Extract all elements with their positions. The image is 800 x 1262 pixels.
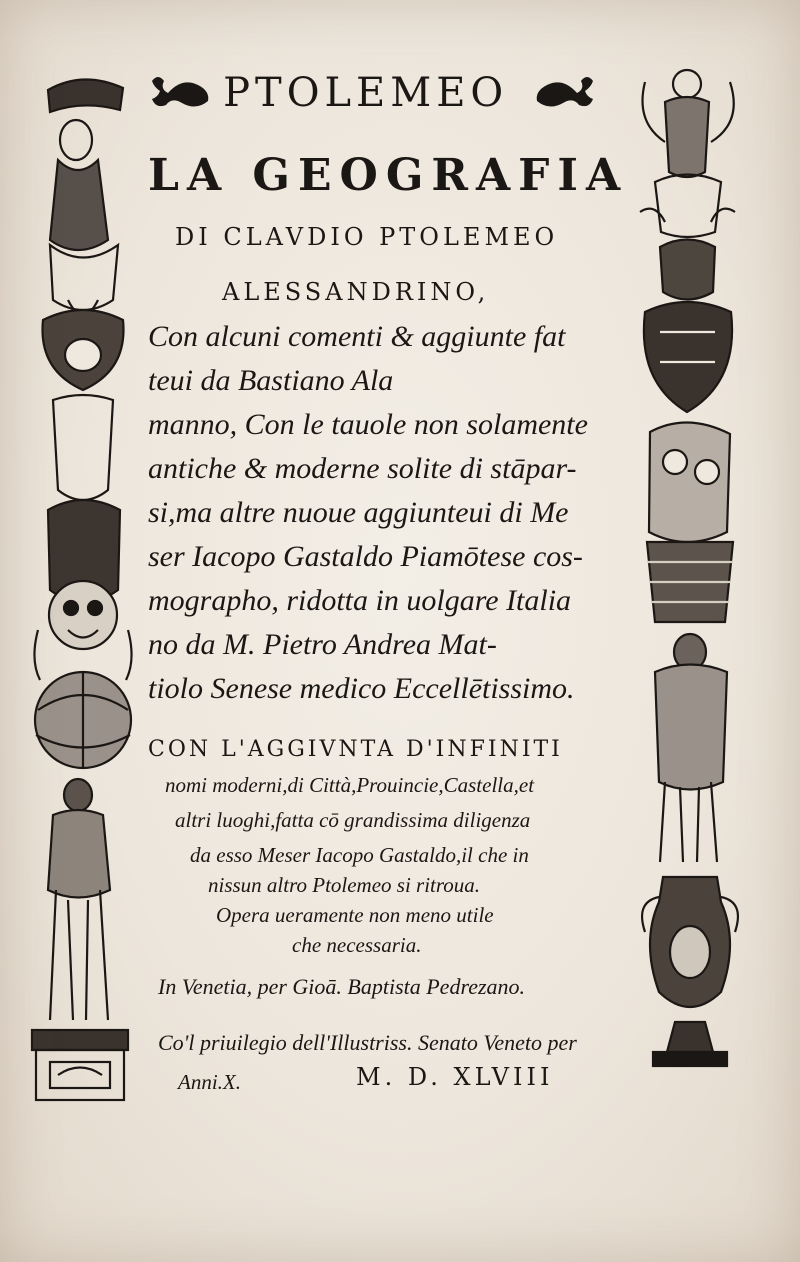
italic-line-4: antiche & moderne solite di stāpar-: [148, 452, 577, 485]
right-woodcut-column-icon: [635, 62, 745, 1087]
addition-line-4: nissun altro Ptolemeo si ritroua.: [208, 873, 481, 897]
left-fleuron-icon: [148, 71, 218, 115]
italic-line-6: ser Iacopo Gastaldo Piamōtese cos-: [148, 540, 583, 573]
privilege: Co'l priuilegio dell'Illustriss. Senato Veneto per: [158, 1030, 577, 1055]
italic-line-7: mographo, ridotta in uolgare Italia: [148, 584, 572, 617]
italic-line-5: si,ma altre nuoue aggiunteui di Me: [148, 496, 569, 529]
addition-line-3: da esso Meser Iacopo Gastaldo,il che in: [190, 843, 529, 867]
date: M. D. XLVIII: [356, 1063, 554, 1091]
addition-line-5: Opera ueramente non meno utile: [216, 903, 494, 927]
italic-line-3: manno, Con le tauole non solamente: [148, 408, 588, 441]
italic-line-1: Con alcuni comenti & aggiunte fat: [148, 320, 566, 353]
addition-line-1: nomi moderni,di Città,Prouincie,Castella,et: [165, 773, 535, 797]
imprint: In Venetia, per Gioā. Baptista Pedrezano.: [158, 974, 526, 999]
years: Anni.X.: [178, 1070, 241, 1094]
right-fleuron-icon: [527, 71, 597, 115]
author-origin: ALESSANDRINO,: [222, 278, 490, 306]
addition-line-6: che necessaria.: [292, 933, 422, 957]
addition-heading: CON L'AGGIVNTA D'INFINITI: [148, 737, 563, 762]
addition-line-2: altri luoghi,fatta cō grandissima diligenza: [175, 808, 531, 832]
italic-line-8: no da M. Pietro Andrea Mat-: [148, 628, 497, 661]
italic-line-9: tiolo Senese medico Eccellētissimo.: [148, 672, 575, 705]
running-title: PTOLEMEO: [223, 70, 509, 116]
italic-line-2: teui da Bastiano Ala: [148, 364, 394, 397]
page-title: LA GEOGRAFIA: [148, 150, 629, 201]
left-woodcut-column-icon: [28, 70, 138, 1110]
author-line: DI CLAVDIO PTOLEMEO: [175, 223, 559, 251]
